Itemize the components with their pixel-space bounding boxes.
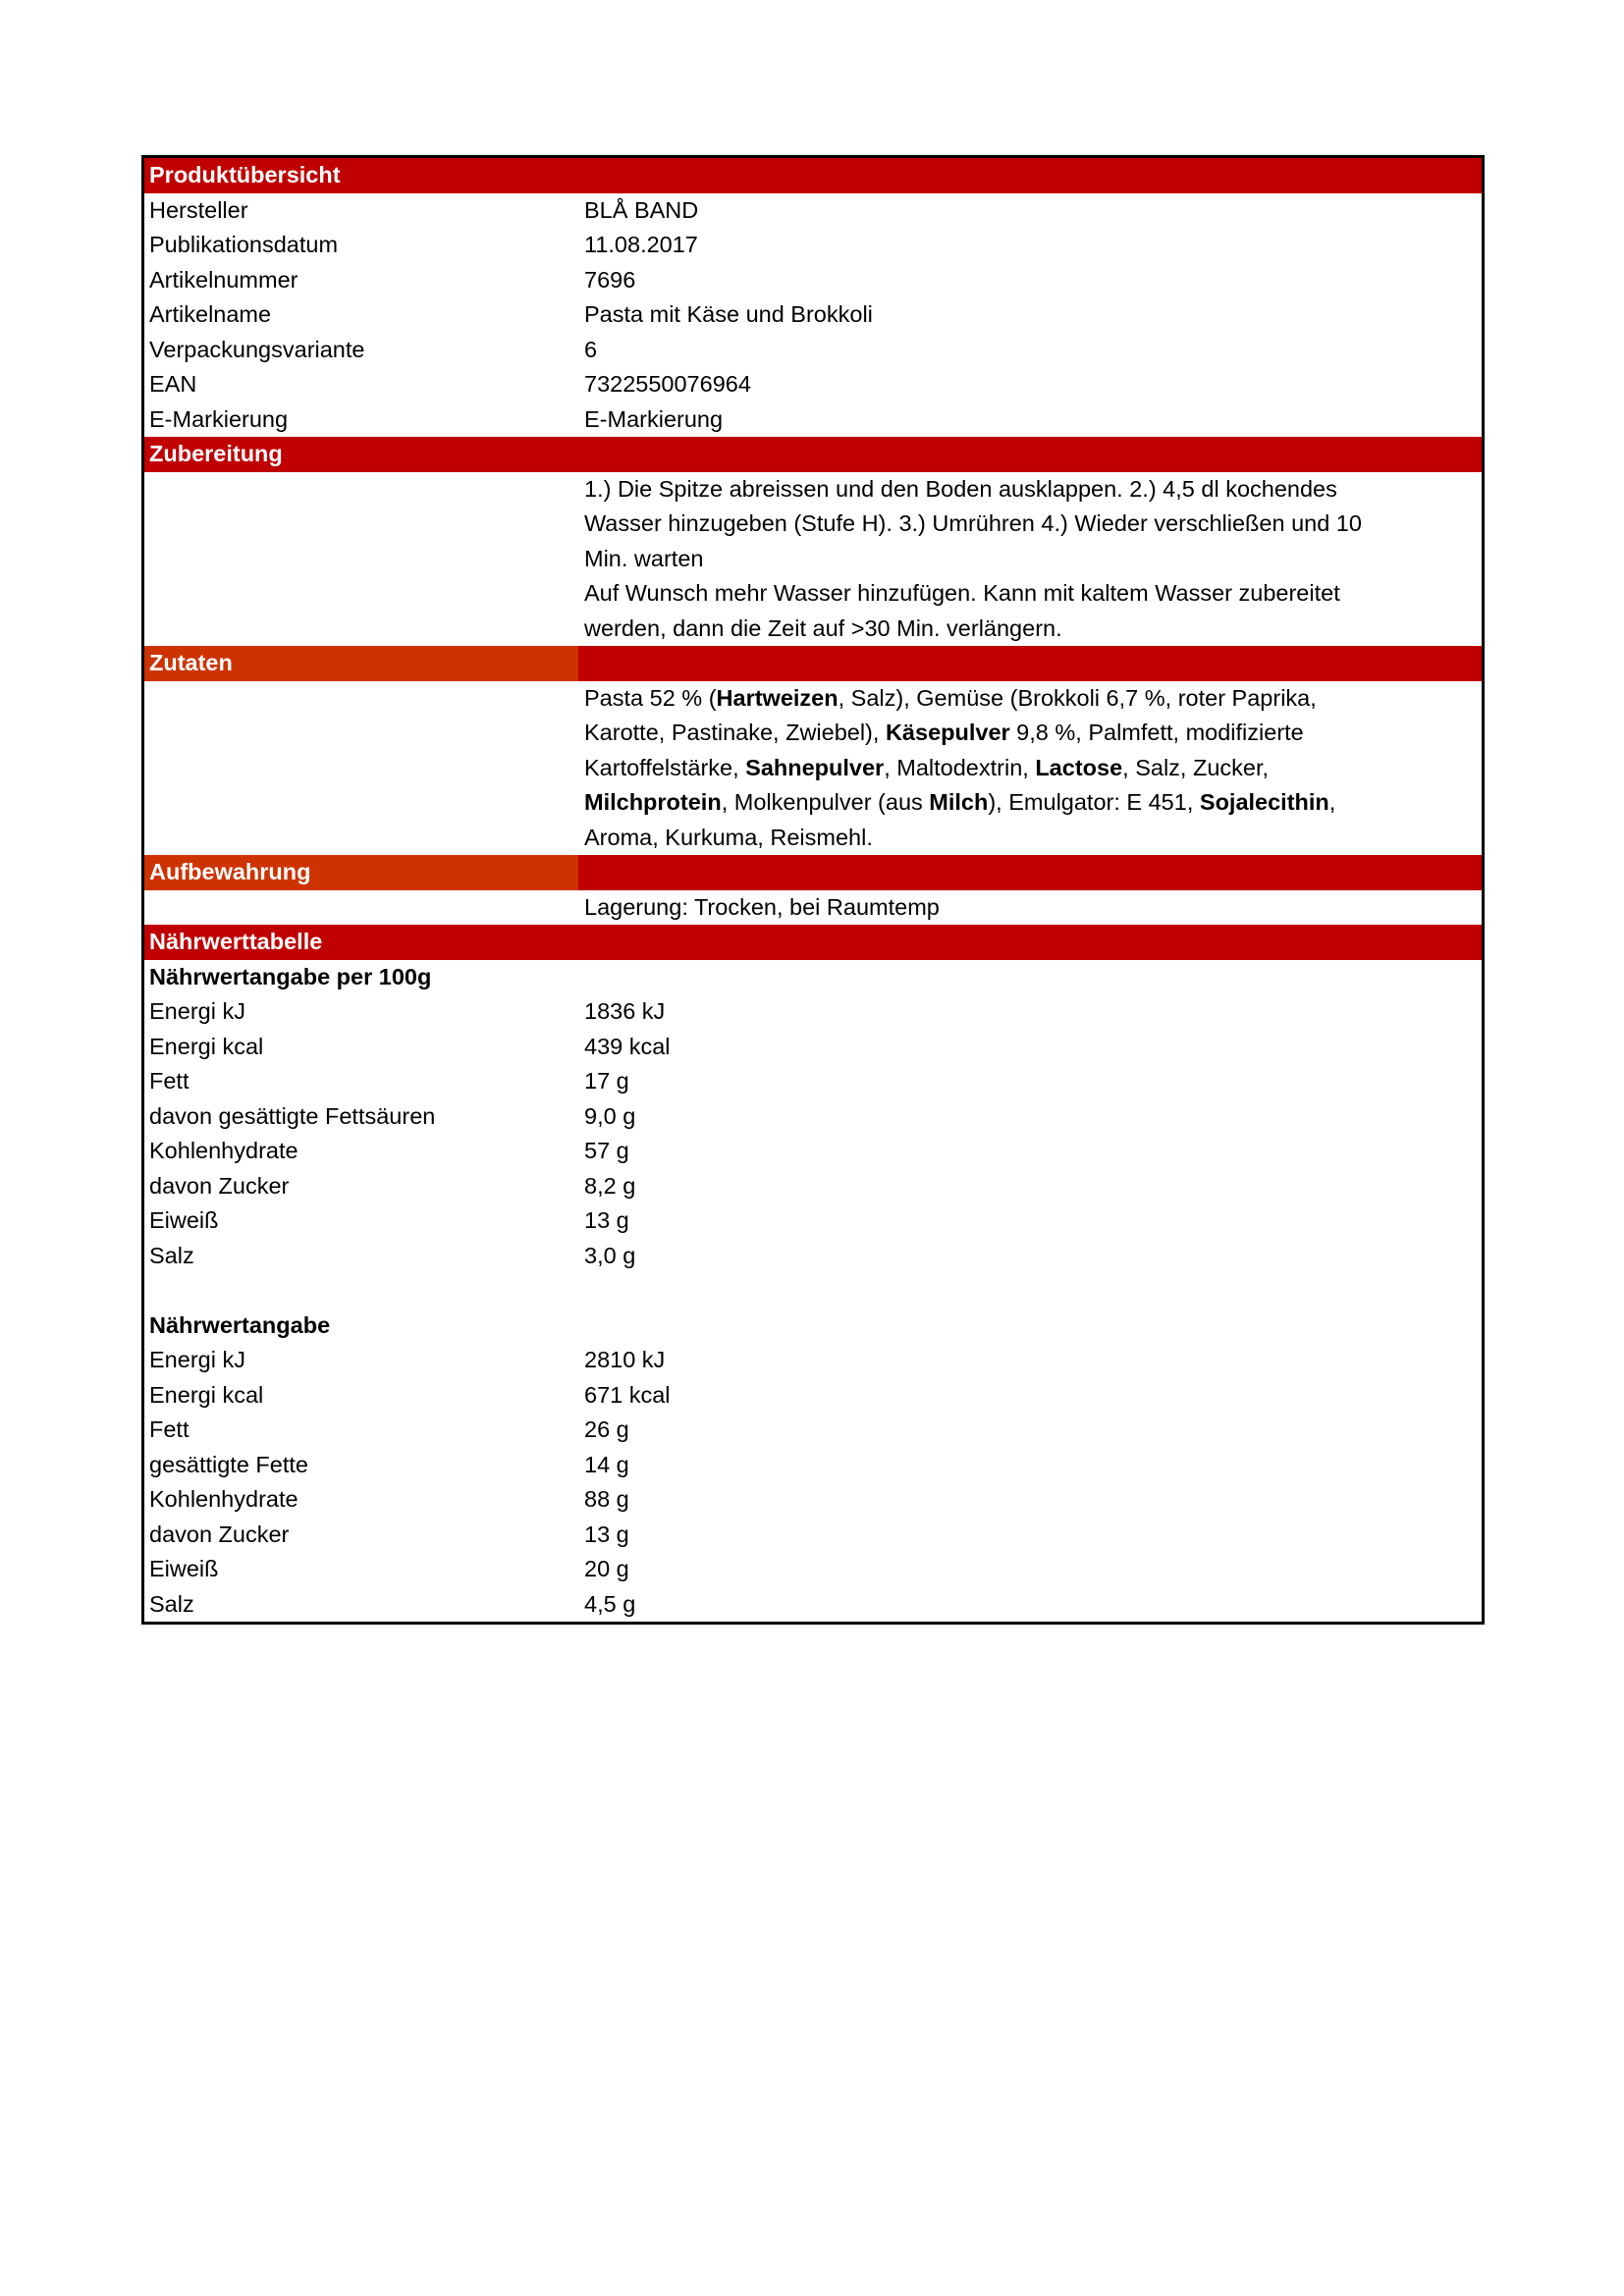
nutrient-value: 4,5 g: [584, 1590, 636, 1617]
nutrition-row: [144, 1064, 1482, 1099]
nutrient-value: 8,2 g: [584, 1172, 636, 1199]
nutrition-row: [144, 1518, 1482, 1553]
field-label: E-Markierung: [149, 405, 289, 432]
nutrient-value: 3,0 g: [584, 1242, 636, 1268]
nutrition-row: [144, 1413, 1482, 1448]
nutrient-label: davon gesättigte Fettsäuren: [149, 1102, 436, 1129]
nutrient-label: Energi kcal: [149, 1381, 264, 1408]
allergen-text: Käsepulver: [885, 720, 1010, 745]
section-header-storage: [144, 855, 1482, 890]
allergen-text: Sojalecithin: [1199, 789, 1329, 815]
subheading-portion: Nährwertangabe: [149, 1311, 331, 1338]
overview-row: [144, 297, 1482, 333]
overview-row: [144, 367, 1482, 402]
nutrient-value: 9,0 g: [584, 1102, 636, 1129]
ingredient-text: , Aroma, Kurkuma, Reismehl.: [584, 789, 1336, 850]
nutrition-row: [144, 1448, 1482, 1483]
nutrition-row: [144, 1030, 1482, 1065]
overview-row: [144, 263, 1482, 298]
nutrient-label: Energi kJ: [149, 998, 245, 1024]
subheading-per-100g: Nährwertangabe per 100g: [149, 963, 432, 989]
ingredient-text: , Molkenpulver (aus: [721, 789, 930, 815]
field-value: BLÅ BAND: [584, 196, 699, 223]
nutrient-label: Energi kJ: [149, 1347, 245, 1372]
section-title: Zubereitung: [149, 441, 283, 466]
field-label: Publikationsdatum: [149, 232, 339, 257]
nutrient-value: 26 g: [584, 1416, 629, 1442]
section-header-nutrition: [144, 925, 1482, 960]
field-label: Artikelnummer: [149, 266, 298, 293]
nutrient-label: Fett: [149, 1416, 189, 1442]
nutrient-label: Eiweiß: [149, 1556, 219, 1581]
nutrient-value: 671 kcal: [584, 1381, 671, 1408]
nutrient-label: Eiweiß: [149, 1207, 219, 1233]
nutrient-value: 13 g: [584, 1521, 629, 1547]
nutrient-label: Kohlenhydrate: [149, 1138, 298, 1163]
ingredient-text: 9,8 %, Palmfett, modifizierte Kartoffelstärke,: [584, 720, 1304, 780]
field-value: 7322550076964: [584, 371, 751, 397]
nutrition-row: [144, 1378, 1482, 1414]
overview-row: [144, 402, 1482, 438]
ingredient-text: , Salz), Gemüse (Brokkoli 6,7 %, roter Paprika, Karotte, Pastinake, Zwiebel),: [584, 684, 1317, 745]
nutrient-label: davon Zucker: [149, 1172, 290, 1199]
field-value: 6: [584, 336, 598, 362]
preparation-paragraph: 1.) Die Spitze abreissen und den Boden ausklappen. 2.) 4,5 dl kochendes Wasser hinzugeben (Stufe H). 3.) Umrühren 4.) Wieder verschließen und 10 Min. warten: [584, 475, 1362, 571]
allergen-text: Hartweizen: [716, 684, 839, 711]
storage-text: Lagerung: Trocken, bei Raumtemp: [584, 893, 940, 920]
nutrition-row: [144, 1482, 1482, 1518]
nutrient-value: 13 g: [584, 1207, 629, 1233]
field-value: E-Markierung: [584, 405, 724, 432]
allergen-text: Sahnepulver: [745, 754, 885, 780]
preparation-text: [578, 472, 1482, 647]
nutrient-value: 57 g: [584, 1138, 629, 1163]
nutrient-label: Kohlenhydrate: [149, 1486, 298, 1512]
field-label: Verpackungsvariante: [149, 336, 365, 362]
overview-row: [144, 333, 1482, 368]
field-label: EAN: [149, 371, 197, 397]
nutrient-value: 14 g: [584, 1451, 629, 1477]
nutrition-row: [144, 1587, 1482, 1623]
section-title: Nährwerttabelle: [149, 929, 323, 954]
ingredient-text: , Maltodextrin,: [884, 754, 1036, 780]
nutrition-row: [144, 1134, 1482, 1169]
nutrient-value: 20 g: [584, 1556, 629, 1581]
nutrition-row: [144, 994, 1482, 1030]
nutrient-value: 17 g: [584, 1068, 629, 1094]
field-value: Pasta mit Käse und Brokkoli: [584, 301, 873, 327]
allergen-text: Milchprotein: [584, 789, 722, 815]
ingredient-text: ), Emulgator: E 451,: [988, 789, 1200, 815]
ingredients-text: [578, 681, 1482, 856]
field-value: 7696: [584, 266, 636, 293]
nutrition-row: [144, 1169, 1482, 1204]
overview-row: [144, 193, 1482, 229]
section-title: Zutaten: [144, 646, 578, 681]
field-label: Hersteller: [149, 196, 248, 223]
nutrition-row: [144, 1099, 1482, 1135]
nutrient-value: 1836 kJ: [584, 998, 666, 1024]
section-header-preparation: [144, 437, 1482, 472]
nutrient-label: davon Zucker: [149, 1521, 290, 1547]
section-header-ingredients: [144, 646, 1482, 681]
nutrient-label: Salz: [149, 1242, 194, 1268]
preparation-paragraph: Auf Wunsch mehr Wasser hinzufügen. Kann mit kaltem Wasser zubereitet werden, dann die Zeit auf >30 Min. verlängern.: [584, 580, 1340, 641]
nutrition-row: [144, 1343, 1482, 1378]
section-title: Aufbewahrung: [144, 855, 578, 890]
field-label: Artikelname: [149, 301, 272, 327]
nutrient-label: Salz: [149, 1590, 194, 1617]
nutrition-row: [144, 1552, 1482, 1587]
nutrient-label: Fett: [149, 1068, 189, 1094]
ingredients-row: [144, 681, 1482, 856]
nutrition-subheading: [144, 1308, 1482, 1344]
section-title: Produktübersicht: [149, 162, 341, 187]
nutrition-row: [144, 1239, 1482, 1274]
field-value: 11.08.2017: [584, 232, 698, 257]
allergen-text: Lactose: [1035, 754, 1123, 780]
allergen-text: Milch: [929, 789, 989, 815]
ingredient-text: , Salz, Zucker,: [1122, 754, 1270, 780]
preparation-row: [144, 472, 1482, 647]
nutrition-subheading: [144, 960, 1482, 995]
nutrient-value: 439 kcal: [584, 1033, 671, 1059]
storage-row: [144, 890, 1482, 926]
ingredient-text: Pasta 52 % (: [584, 684, 717, 711]
nutrient-label: gesättigte Fette: [149, 1451, 308, 1477]
overview-row: [144, 228, 1482, 263]
nutrient-label: Energi kcal: [149, 1033, 264, 1059]
nutrition-row: [144, 1203, 1482, 1239]
spacer-row: [144, 1273, 1482, 1308]
nutrient-value: 2810 kJ: [584, 1347, 666, 1372]
nutrient-value: 88 g: [584, 1486, 629, 1512]
section-header-overview: [144, 158, 1482, 193]
product-sheet-table: [141, 155, 1485, 1625]
